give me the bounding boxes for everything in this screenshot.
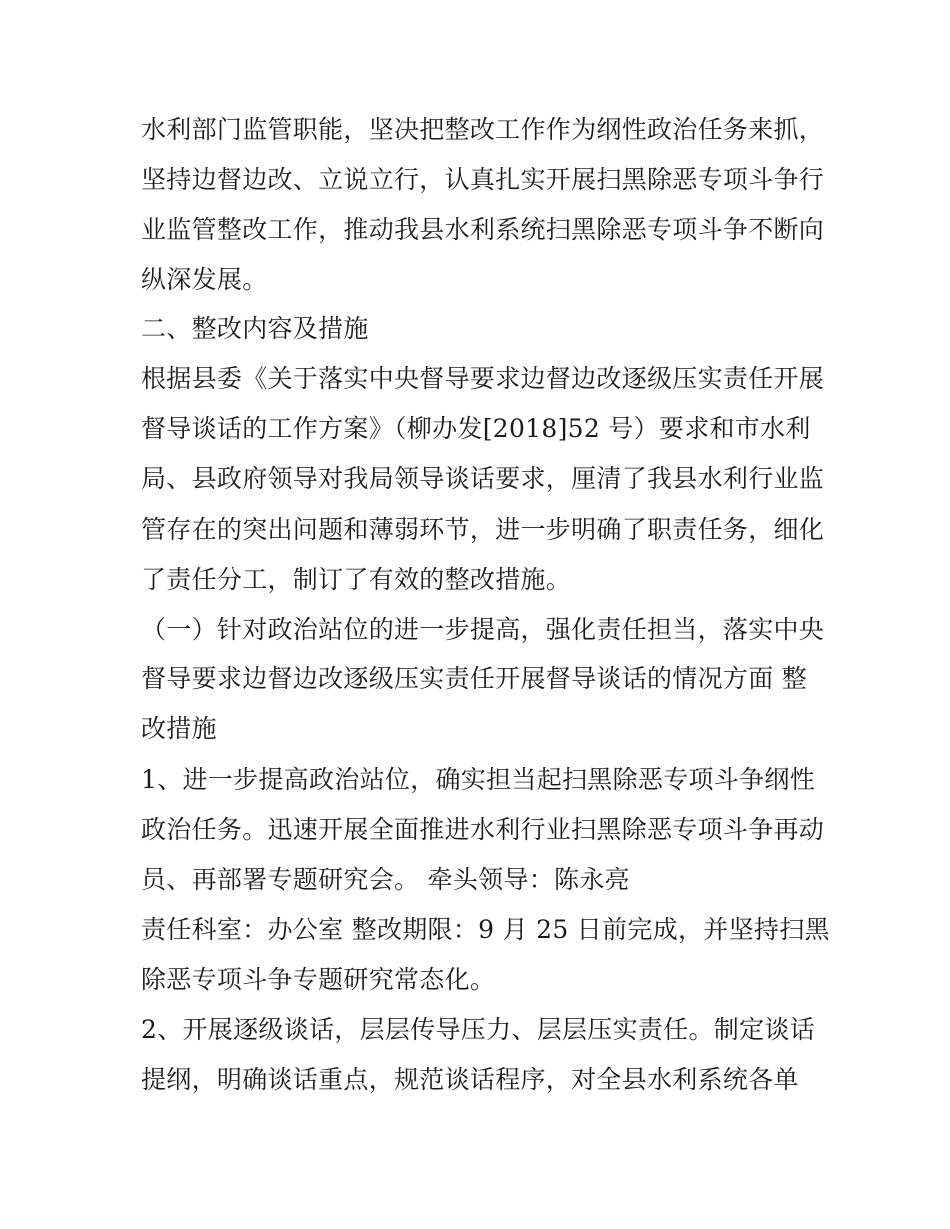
text-line-17: 责任科室：办公室 整改期限：9 月 25 日前完成，并坚持扫黑 <box>141 915 830 944</box>
text-line-1: 水利部门监管职能，坚决把整改工作作为纲性政治任务来抓， <box>141 115 825 144</box>
text-line-16: 员、再部署专题研究会。 牵头领导：陈永亮 <box>141 865 630 894</box>
text-line-18: 除恶专项斗争专题研究常态化。 <box>141 965 496 994</box>
subsection-heading: （一）针对政治站位的进一步提高，强化责任担当，落实中央 <box>141 615 825 644</box>
text-line-4: 纵深发展。 <box>141 265 268 294</box>
text-line-8: 局、县政府领导对我局领导谈话要求，厘清了我县水利行业监 <box>141 464 825 493</box>
text-line-3: 业监管整改工作，推动我县水利系统扫黑除恶专项斗争不断向 <box>141 215 825 244</box>
text-line-12: 督导要求边督边改逐级压实责任开展督导谈话的情况方面 整 <box>141 664 808 693</box>
text-line-19: 2、开展逐级谈话，层层传导压力、层层压实责任。制定谈话 <box>141 1015 816 1044</box>
text-line-10: 了责任分工，制订了有效的整改措施。 <box>141 565 572 594</box>
text-line-9: 管存在的突出问题和薄弱环节，进一步明确了职责任务，细化 <box>141 515 825 544</box>
text-line-20: 提纲，明确谈话重点，规范谈话程序，对全县水利系统各单 <box>141 1065 799 1094</box>
text-line-7: 督导谈话的工作方案》（柳办发[2018]52 号）要求和市水利 <box>141 414 811 443</box>
text-line-14: 1、进一步提高政治站位，确实担当起扫黑除恶专项斗争纲性 <box>141 765 816 794</box>
text-line-2: 坚持边督边改、立说立行，认真扎实开展扫黑除恶专项斗争行 <box>141 165 825 194</box>
text-line-6: 根据县委《关于落实中央督导要求边督边改逐级压实责任开展 <box>141 364 825 393</box>
section-heading: 二、整改内容及措施 <box>141 314 369 343</box>
text-line-13: 改措施 <box>141 714 217 743</box>
text-line-15: 政治任务。迅速开展全面推进水利行业扫黑除恶专项斗争再动 <box>141 815 825 844</box>
